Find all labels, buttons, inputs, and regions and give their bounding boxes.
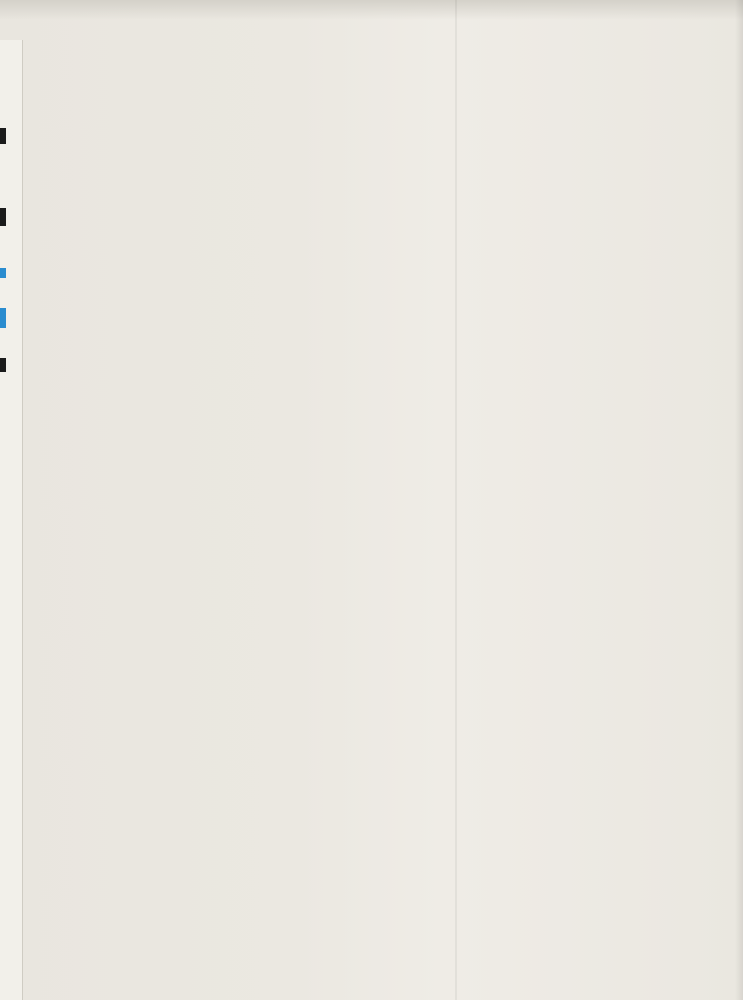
page-fold (455, 0, 457, 1000)
fascicolo-2 (20, 184, 448, 185)
fascicolo-7 (20, 616, 448, 617)
right-page-edge (735, 0, 743, 1000)
fascicolo-6 (20, 526, 448, 527)
edge-mark (0, 358, 6, 372)
edge-mark (0, 128, 6, 144)
fascicolo-5 (20, 428, 448, 429)
fascicolo-4 (20, 348, 448, 349)
page-top-shadow (0, 0, 743, 20)
fascicolo-9 (20, 794, 448, 795)
fascicolo-1 (20, 128, 448, 129)
edge-mark (0, 308, 6, 328)
edge-mark (0, 208, 6, 226)
edge-mark (0, 268, 6, 278)
fascicolo-3 (20, 262, 448, 263)
fascicolo-8 (20, 688, 448, 689)
fascicolo-10 (20, 878, 448, 879)
